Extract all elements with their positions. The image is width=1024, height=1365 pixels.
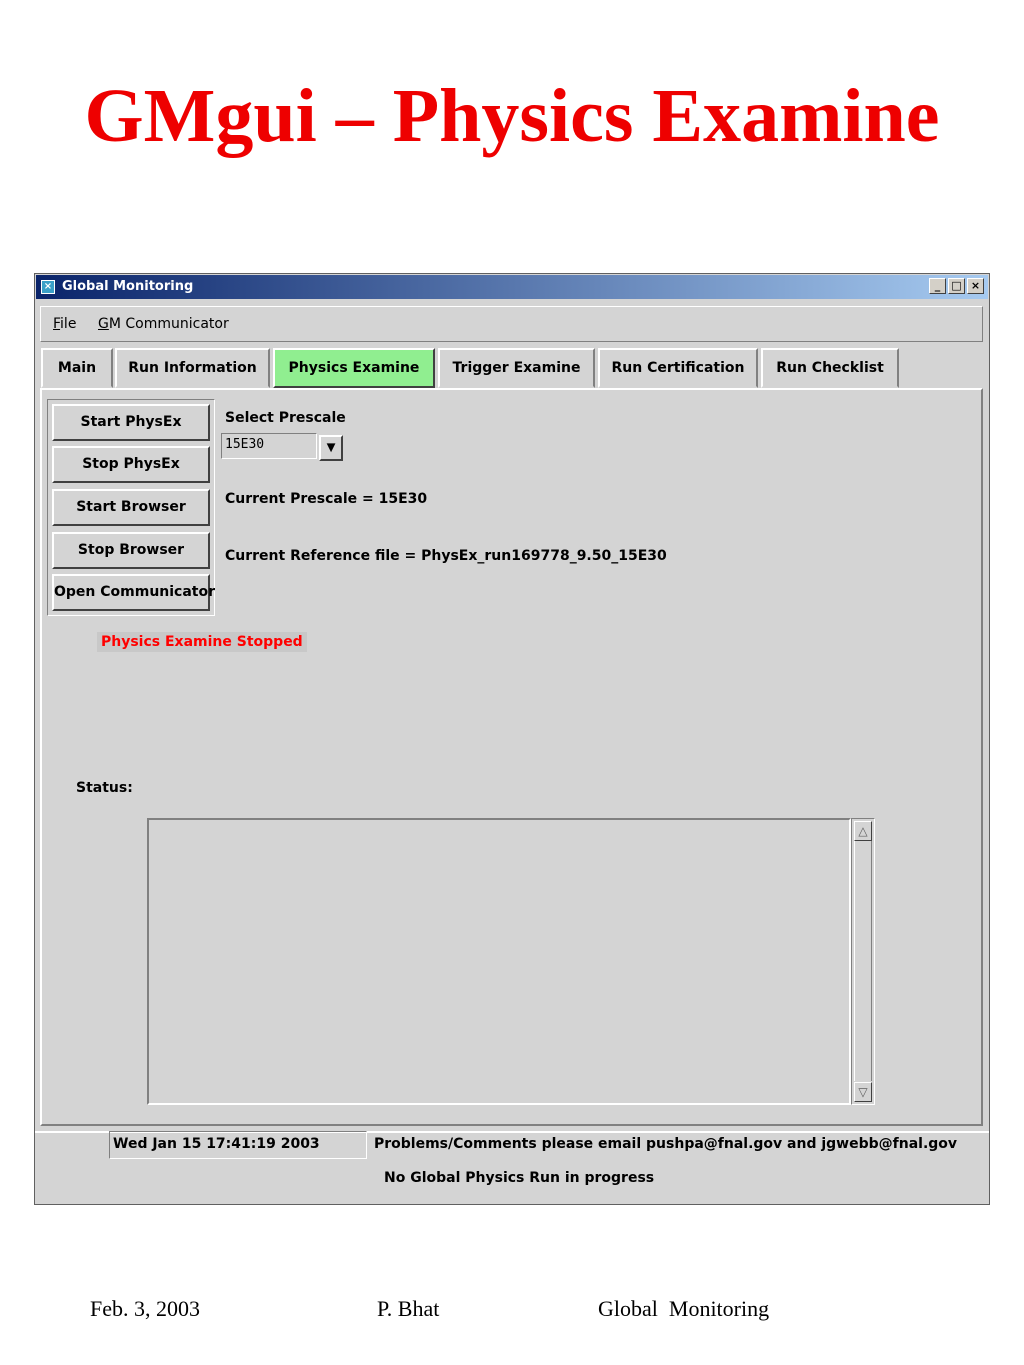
footer-author: P. Bhat (377, 1296, 440, 1321)
tab-run-certification[interactable]: Run Certification (598, 348, 758, 388)
window-controls (929, 278, 984, 294)
menu-file-label: ile (60, 316, 77, 332)
tab-run-checklist[interactable]: Run Checklist (761, 348, 899, 388)
minimize-button[interactable]: _ (929, 278, 946, 294)
stop-browser-button[interactable]: Stop Browser (52, 532, 210, 569)
scroll-down-icon[interactable]: ▽ (854, 1082, 872, 1102)
open-communicator-button[interactable]: Open Communicator (52, 574, 210, 611)
window-title: Global Monitoring (62, 279, 194, 294)
scrollbar-track[interactable] (854, 841, 872, 1081)
start-browser-button[interactable]: Start Browser (52, 489, 210, 526)
tab-main[interactable]: Main (41, 348, 113, 388)
footer-date: Feb. 3, 2003 (90, 1296, 200, 1321)
current-reference-file-text: Current Reference file = PhysEx_run169778_9.50_15E30 (225, 548, 667, 564)
slide-title: GMgui – Physics Examine (84, 74, 940, 158)
scroll-up-icon[interactable]: △ (854, 821, 872, 841)
prescale-select[interactable]: 15E30 (221, 433, 317, 459)
status-label: Status: (76, 780, 133, 796)
select-prescale-label: Select Prescale (225, 410, 346, 426)
current-prescale-text: Current Prescale = 15E30 (225, 491, 428, 507)
menu-bar (40, 306, 983, 342)
menu-file[interactable] (53, 316, 76, 332)
contact-text: Problems/Comments please email pushpa@fnal.gov and jgwebb@fnal.gov (374, 1136, 958, 1152)
menu-file-mnemonic: F (53, 316, 61, 332)
footer-topic: Global Monitoring (598, 1296, 770, 1321)
tab-trigger-examine[interactable]: Trigger Examine (438, 348, 595, 388)
tab-physics-examine[interactable]: Physics Examine (273, 348, 435, 388)
maximize-button[interactable]: □ (948, 278, 965, 294)
chevron-down-icon[interactable]: ▼ (319, 435, 343, 461)
window-titlebar[interactable] (36, 275, 988, 299)
physics-examine-state: Physics Examine Stopped (97, 632, 307, 652)
global-monitoring-window (34, 273, 990, 1205)
menu-gm-mnemonic: G (98, 316, 109, 332)
stop-physex-button[interactable]: Stop PhysEx (52, 446, 210, 483)
datetime-field: Wed Jan 15 17:41:19 2003 (109, 1131, 367, 1159)
status-text-area[interactable] (147, 818, 851, 1105)
tab-run-information[interactable]: Run Information (115, 348, 270, 388)
x-window-icon: × (41, 280, 55, 294)
run-state-text: No Global Physics Run in progress (384, 1170, 655, 1186)
menu-gm-label: M Communicator (108, 316, 229, 332)
status-scrollbar[interactable] (851, 818, 875, 1105)
menu-gm-communicator[interactable] (98, 316, 229, 332)
start-physex-button[interactable]: Start PhysEx (52, 404, 210, 441)
close-button[interactable]: × (967, 278, 984, 294)
